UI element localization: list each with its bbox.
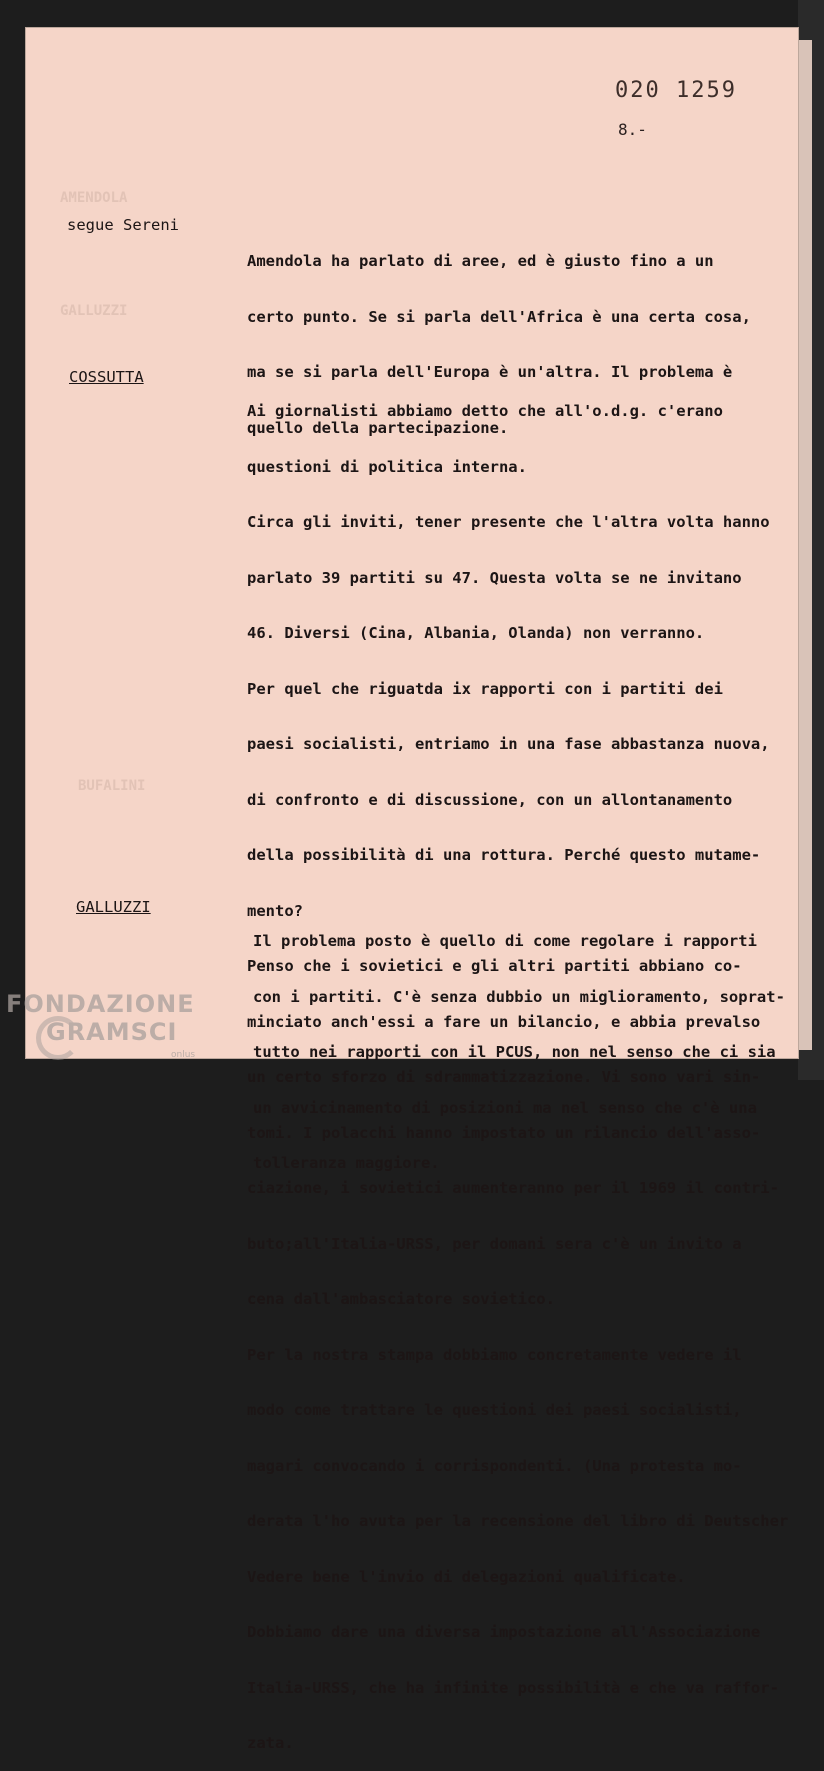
text-line: un avvicinamento di posizioni ma nel senso che c'è una — [253, 1098, 757, 1117]
page-edge-strip — [798, 40, 812, 1050]
page-number: 8.- — [618, 120, 647, 139]
text-line: certo punto. Se si parla dell'Africa è una certa cosa, — [247, 307, 751, 326]
speaker-label: COSSUTTA — [69, 368, 144, 386]
text-line: Per quel che riguatda ix rapporti con i partiti dei — [247, 679, 723, 698]
text-line: mento? — [247, 901, 303, 920]
text-line: magari convocando i corrispondenti. (Una protesta mo- — [247, 1456, 742, 1475]
text-line: Amendola ha parlato di aree, ed è giusto fino a un — [247, 252, 714, 270]
watermark-logo-icon — [36, 1016, 80, 1060]
text-line: tolleranza maggiore. — [253, 1154, 440, 1172]
archive-code: 020 1259 — [615, 78, 737, 103]
text-line: paesi socialisti, entriamo in una fase abbastanza nuova, — [247, 735, 770, 753]
text-line: di confronto e di discussione, con un allontanamento — [247, 790, 733, 809]
text-line: della possibilità di una rottura. Perché questo mutame- — [247, 846, 761, 864]
text-line: con i partiti. C'è senza dubbio un miglioramento, soprat- — [253, 987, 785, 1006]
text-line: modo come trattare le questioni dei paesi socialisti, — [247, 1401, 742, 1419]
watermark-line1: FONDAZIONE — [6, 990, 195, 1018]
watermark-line3: onlus — [171, 1050, 196, 1060]
text-line: Ai giornalisti abbiamo detto che all'o.d.g. c'erano — [247, 402, 723, 420]
text-line: Penso che i sovietici e gli altri partiti abbiano co- — [247, 957, 742, 975]
text-line: ciazione, i sovietici aumenteranno per il 1969 il contri- — [247, 1179, 779, 1197]
text-line: cena dall'ambasciatore sovietico. — [247, 1290, 555, 1308]
text-line: zata. — [247, 1734, 294, 1752]
foundation-watermark — [6, 990, 196, 1060]
text-line: un certo sforzo di sdrammatizzazione. Vi sono vari sin- — [247, 1068, 761, 1086]
text-line: buto;all'Italia-URSS, per domani sera c'è un invito a — [247, 1234, 742, 1253]
text-line: 46. Diversi (Cina, Albania, Olanda) non verranno. — [247, 624, 705, 642]
text-line: Circa gli inviti, tener presente che l'altra volta hanno — [247, 513, 770, 531]
text-line: tomi. I polacchi hanno impostato un rilancio dell'asso- — [247, 1123, 761, 1142]
text-line: Dobbiamo dare una diversa impostazione all'Associazione — [247, 1623, 761, 1641]
text-line: Italia-URSS, che ha infinite possibilità e che va raffor- — [247, 1678, 779, 1697]
bleed-through-name: GALLUZZI — [60, 303, 128, 319]
watermark-line2: GRAMSCI — [46, 1018, 178, 1046]
bleed-through-name: AMENDOLA — [60, 190, 128, 206]
text-line: tutto nei rapporti con il PCUS, non nel senso che ci sia — [253, 1043, 776, 1061]
text-line: quello della partecipazione. — [247, 418, 509, 437]
text-line: derata l'ho avuta per la recensione del libro di Deutscher — [247, 1512, 789, 1530]
text-line: Per la nostra stampa dobbiamo concretamente vedere il — [247, 1345, 742, 1364]
text-line: Vedere bene l'invio di delegazioni qualificate. — [247, 1567, 686, 1586]
speech-text — [253, 895, 785, 1191]
bleed-through-name: BUFALINI — [78, 778, 146, 794]
text-line: questioni di politica interna. — [247, 457, 527, 476]
text-line: Il problema posto è quello di come regolare i rapporti — [253, 932, 757, 950]
speaker-label: GALLUZZI — [76, 898, 151, 916]
speaker-label: segue Sereni — [67, 216, 179, 234]
text-line: minciato anch'essi a fare un bilancio, e abbia prevalso — [247, 1012, 761, 1031]
text-line: ma se si parla dell'Europa è un'altra. Il problema è — [247, 363, 733, 381]
text-line: parlato 39 partiti su 47. Questa volta se ne invitano — [247, 568, 742, 587]
